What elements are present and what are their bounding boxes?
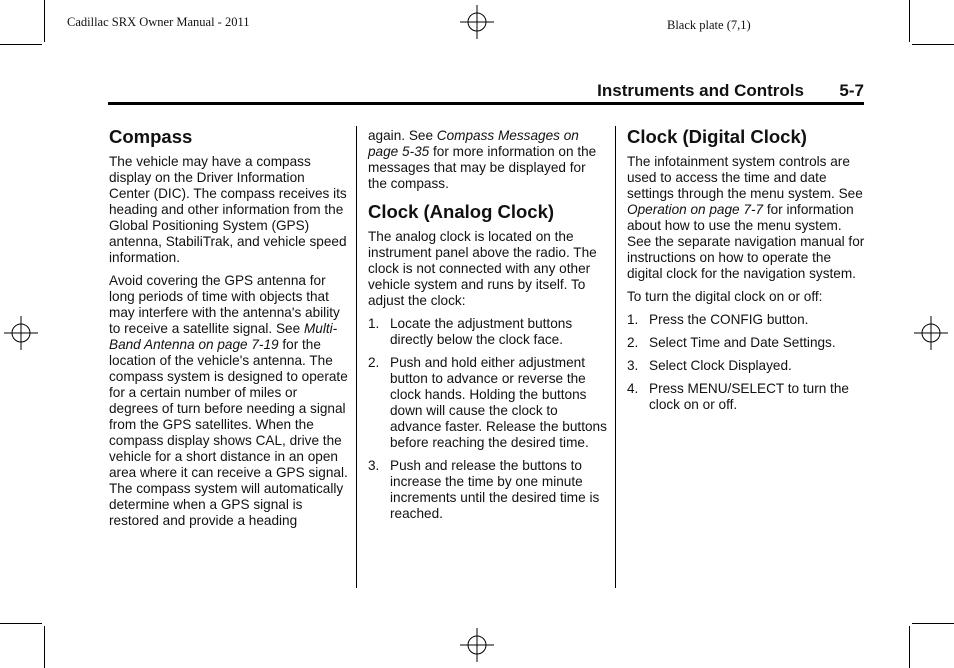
registration-mark-icon [4,316,38,350]
section-title: Instruments and Controls [597,81,804,100]
column-3 [627,126,867,420]
page-number: 5-7 [839,81,864,100]
compass-heading: Compass [109,126,193,147]
list-item: 4. Press MENU/SELECT to turn the clock on or off. [627,381,849,412]
digital-clock-paragraph-1: The infotainment system controls are used to access the time and date settings through the menu system. See Operation on page 7-7 for information about how to use the menu system. See the separate navigation manual for instructions on how to operate the digital clock for the navigation system. [627,154,865,281]
crop-mark [0,623,42,624]
crop-mark [909,0,910,42]
compass-paragraph-2: Avoid covering the GPS antenna for long periods of time with objects that may interfere with the antenna's ability to receive a satellite signal. See Multi-Band Antenna on page 7-19 for the location of the vehicle's antenna. The compass system is designed to operate for a certain number of miles or degrees of turn before needing a signal from the GPS satellites. When the compass display shows CAL, drive the vehicle for a short distance in an open area where it can receive a GPS signal. The compass system will automatically determine when a GPS signal is restored and provide a heading [109,273,348,528]
column-2 [368,128,608,529]
digital-clock-paragraph-2: To turn the digital clock on or off: [627,289,823,304]
registration-mark-icon [914,316,948,350]
registration-mark-icon [460,5,494,39]
compass-paragraph-1: The vehicle may have a compass display on the Driver Information Center (DIC). The compass receives its heading and other information from the Global Positioning System (GPS) antenna, StabiliTrak, and vehicle speed information. [109,154,347,265]
list-item: 3. Push and release the buttons to increase the time by one minute increments until the desired time is reached. [368,458,600,521]
list-item: 2. Push and hold either adjustment button to advance or reverse the clock hands. Holding the buttons down will cause the clock to advance faster. Release the buttons before reaching the desired time. [368,355,607,450]
running-header [108,80,864,105]
cross-reference-link[interactable]: Multi-Band Antenna on page 7-19 [109,321,338,352]
compass-continuation: again. See Compass Messages on page 5-35 for more information on the messages that may be displayed for the compass. [368,128,597,191]
cross-reference-link[interactable]: Operation on page 7-7 [627,202,764,217]
list-item: 1. Press the CONFIG button. [627,312,809,327]
slug-manual-title: Cadillac SRX Owner Manual - 2011 [67,15,250,29]
crop-mark [912,623,954,624]
analog-clock-paragraph: The analog clock is located on the instrument panel above the radio. The clock is not connected with any other vehicle system and runs by itself. To adjust the clock: [368,229,597,308]
cross-reference-link[interactable]: Compass Messages on page 5-35 [368,128,579,159]
list-item: 1. Locate the adjustment buttons directly below the clock face. [368,316,573,347]
column-1 [109,126,349,536]
column-divider [615,126,616,588]
digital-clock-heading: Clock (Digital Clock) [627,126,807,147]
list-item: 2. Select Time and Date Settings. [627,335,836,350]
analog-clock-steps [368,316,608,522]
column-divider [356,126,357,588]
crop-mark [912,44,954,45]
crop-mark [0,44,42,45]
crop-mark [44,626,45,668]
analog-clock-heading: Clock (Analog Clock) [368,201,555,222]
list-item: 3. Select Clock Displayed. [627,358,792,373]
registration-mark-icon [460,628,494,662]
digital-clock-steps [627,312,867,413]
crop-mark [909,626,910,668]
crop-mark [44,0,45,42]
slug-plate-info: Black plate (7,1) [667,18,751,32]
